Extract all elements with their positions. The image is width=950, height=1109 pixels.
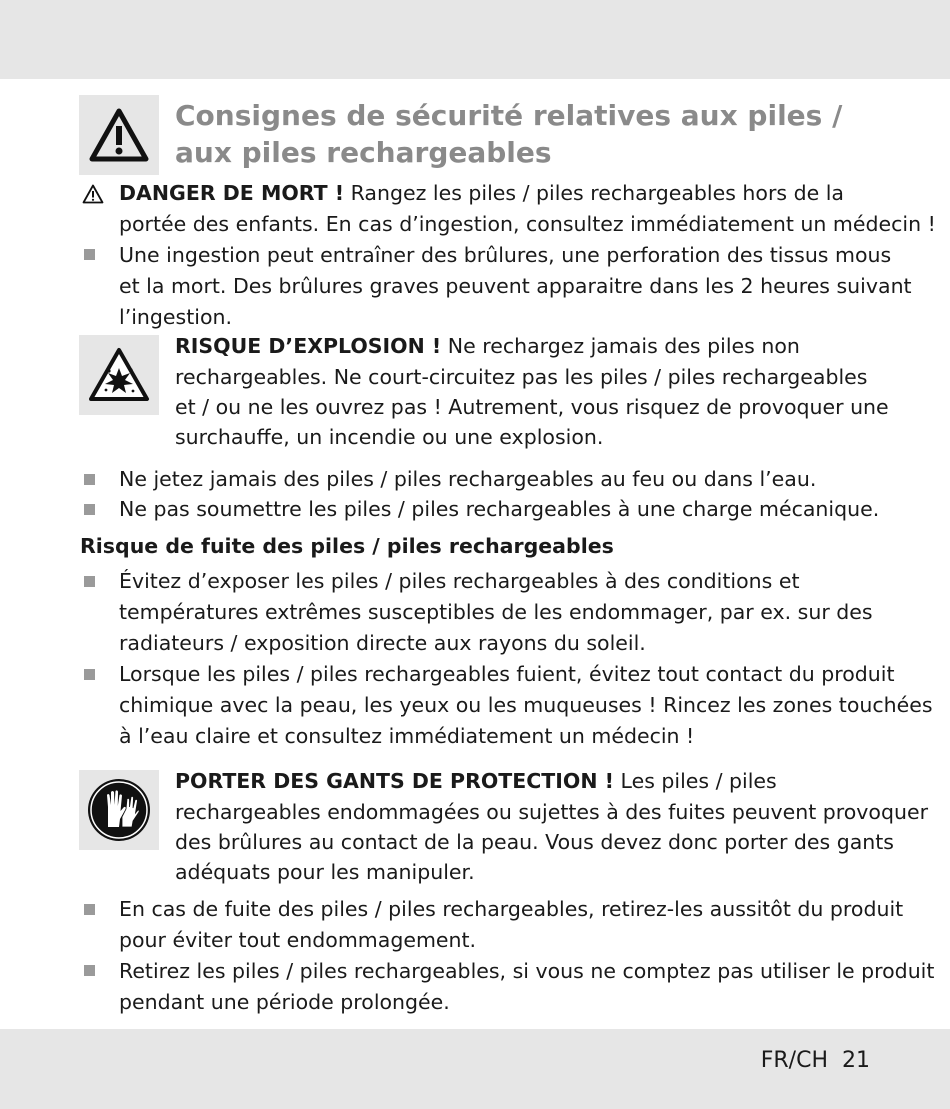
explosion-label: RISQUE D’EXPLOSION ! [175, 334, 442, 358]
leak-heading: Risque de fuite des piles / piles rechargeables [80, 534, 614, 558]
danger-text: Rangez les piles / piles rechargeables hors de la [344, 181, 844, 205]
bullet-icon [84, 965, 95, 976]
danger-line-2: portée des enfants. En cas d’ingestion, consultez immédiatement un médecin ! [119, 212, 936, 236]
leak1-line-2: températures extrêmes susceptibles de les endommager, par ex. sur des [119, 600, 873, 624]
warning-triangle-small-icon [82, 184, 104, 204]
top-band [0, 0, 950, 79]
explosion-line-2: rechargeables. Ne court-circuitez pas les piles / piles rechargeables [175, 365, 868, 389]
explosion-hazard-icon [79, 335, 159, 415]
final2-line-1: Retirez les piles / piles rechargeables, si vous ne comptez pas utiliser le produit [119, 959, 935, 983]
warning-triangle-icon [79, 95, 159, 175]
gloves-line-1 [175, 766, 777, 797]
gloves-line-3: des brûlures au contact de la peau. Vous devez donc porter des gants [175, 830, 894, 854]
leak2-line-1: Lorsque les piles / piles rechargeables fuient, évitez tout contact du produit [119, 662, 895, 686]
page-footer [761, 1044, 870, 1078]
bullet-icon [84, 249, 95, 260]
ingestion-line-2: et la mort. Des brûlures graves peuvent apparaitre dans les 2 heures suivant [119, 274, 912, 298]
explosion-line-4: surchauffe, un incendie ou une explosion. [175, 425, 604, 449]
list-item: Ne jetez jamais des piles / piles rechargeables au feu ou dans l’eau. [119, 467, 817, 491]
leak1-line-3: radiateurs / exposition directe aux rayons du soleil. [119, 631, 646, 655]
footer-language: FR/CH [760, 1048, 828, 1073]
page-number: 21 [842, 1048, 870, 1073]
gloves-line-4: adéquats pour les manipuler. [175, 860, 475, 884]
danger-line-1 [119, 178, 844, 209]
section-title: Consignes de sécurité relatives aux piles / aux piles rechargeables [175, 99, 843, 169]
bullet-icon [84, 474, 95, 485]
bullet-icon [84, 669, 95, 680]
list-item: Ne pas soumettre les piles / piles rechargeables à une charge mécanique. [119, 497, 880, 521]
bullet-icon [84, 576, 95, 587]
final1-line-1: En cas de fuite des piles / piles rechargeables, retirez-les aussitôt du produit [119, 897, 904, 921]
gloves-text: Les piles / piles [614, 769, 777, 793]
leak2-line-3: à l’eau claire et consultez immédiatement un médecin ! [119, 724, 695, 748]
final1-line-2: pour éviter tout endommagement. [119, 928, 477, 952]
bullet-icon [84, 904, 95, 915]
explosion-text: Ne rechargez jamais des piles non [441, 334, 800, 358]
gloves-line-2: rechargeables endommagées ou sujettes à des fuites peuvent provoquer [175, 800, 929, 824]
danger-label: DANGER DE MORT ! [119, 181, 345, 205]
protective-gloves-icon [79, 770, 159, 850]
ingestion-line-3: l’ingestion. [119, 305, 232, 329]
explosion-line-3: et / ou ne les ouvrez pas ! Autrement, vous risquez de provoquer une [175, 395, 889, 419]
explosion-line-1 [175, 331, 800, 362]
bullet-icon [84, 504, 95, 515]
leak2-line-2: chimique avec la peau, les yeux ou les muqueuses ! Rincez les zones touchées [119, 693, 933, 717]
ingestion-line-1: Une ingestion peut entraîner des brûlures, une perforation des tissus mous [119, 243, 892, 267]
gloves-label: PORTER DES GANTS DE PROTECTION ! [175, 769, 614, 793]
final2-line-2: pendant une période prolongée. [119, 990, 450, 1014]
leak1-line-1: Évitez d’exposer les piles / piles rechargeables à des conditions et [119, 569, 800, 593]
